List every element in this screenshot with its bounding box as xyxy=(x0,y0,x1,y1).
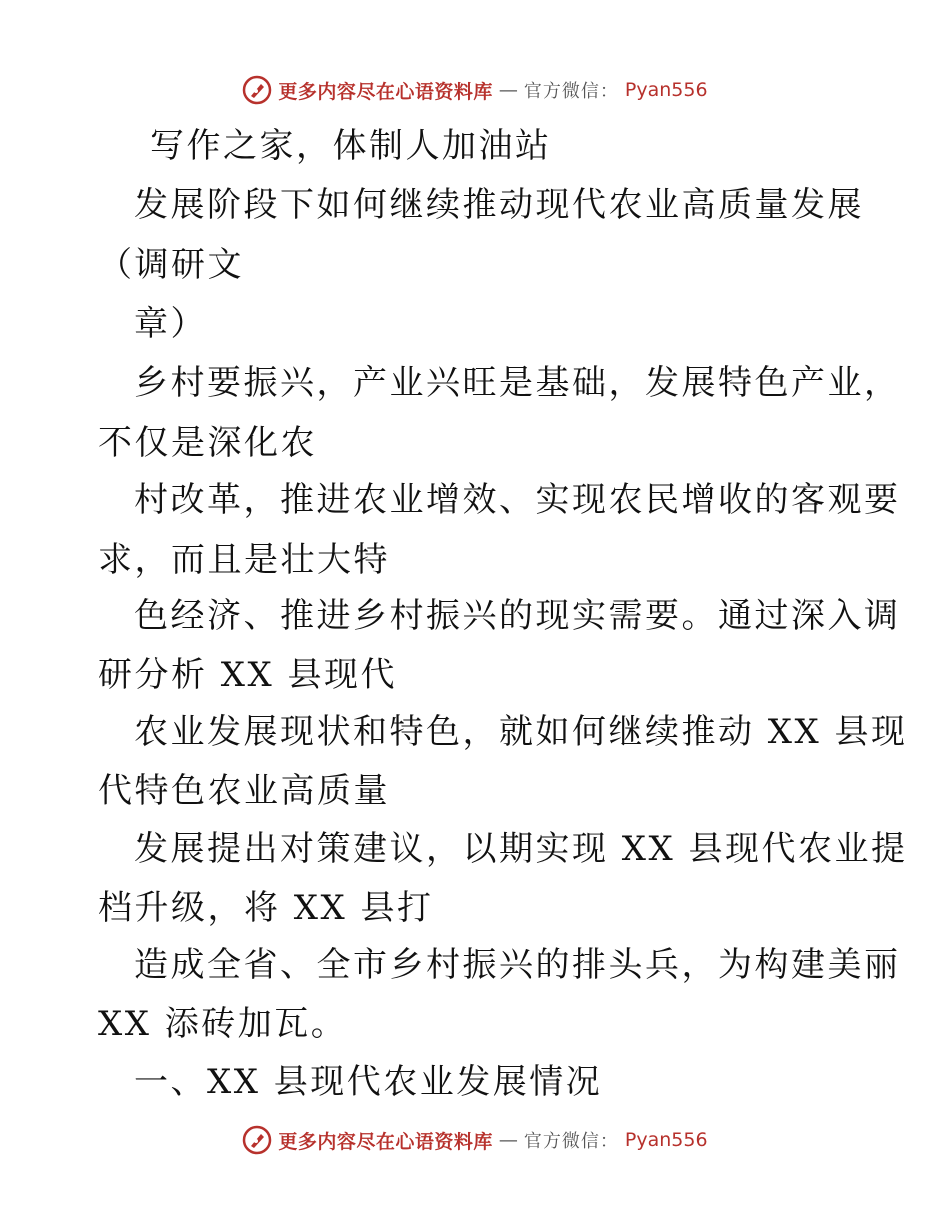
doc-paragraph-line: 不仅是深化农 xyxy=(98,423,317,463)
doc-paragraph-line: 档升级，将 XX 县打 xyxy=(98,888,434,928)
red-circle-pen-logo-icon xyxy=(242,75,272,105)
doc-paragraph-line: 农业发展现状和特色，就如何继续推动 XX 县现 xyxy=(134,712,908,752)
banner-wechat-label: 官方微信： xyxy=(523,1131,619,1152)
doc-paragraph-line: 造成全省、全市乡村振兴的排头兵，为构建美丽 xyxy=(134,945,901,985)
header-banner xyxy=(0,72,950,108)
footer-banner xyxy=(0,1122,950,1158)
banner-separator: — xyxy=(498,1129,518,1151)
doc-title-line-3: 章） xyxy=(134,304,207,344)
doc-paragraph-line: 村改革，推进农业增效、实现农民增收的客观要 xyxy=(134,480,901,520)
doc-paragraph-line: 发展提出对策建议，以期实现 XX 县现代农业提 xyxy=(134,829,908,869)
doc-title-line-1: 发展阶段下如何继续推动现代农业高质量发展 xyxy=(134,185,864,225)
doc-title-line-2: （调研文 xyxy=(98,245,244,285)
red-circle-pen-logo-icon xyxy=(242,1125,272,1155)
doc-tagline: 写作之家，体制人加油站 xyxy=(150,126,552,166)
doc-paragraph-line: 色经济、推进乡村振兴的现实需要。通过深入调 xyxy=(134,596,901,636)
banner-wechat-id: Pyan556 xyxy=(624,1129,708,1151)
doc-paragraph-line: 代特色农业高质量 xyxy=(98,771,390,811)
banner-main-text: 更多内容尽在心语资料库 xyxy=(278,1130,493,1153)
banner-separator: — xyxy=(498,79,518,101)
doc-paragraph-line: 研分析 XX 县现代 xyxy=(98,655,398,695)
doc-paragraph-line: 乡村要振兴，产业兴旺是基础，发展特色产业， xyxy=(134,363,901,403)
doc-paragraph-line: 求，而且是壮大特 xyxy=(98,540,390,580)
banner-main-text: 更多内容尽在心语资料库 xyxy=(278,80,493,103)
banner-wechat-label: 官方微信： xyxy=(523,81,619,102)
banner-wechat-id: Pyan556 xyxy=(624,79,708,101)
doc-paragraph-line: XX 添砖加瓦。 xyxy=(98,1004,348,1044)
doc-section-heading: 一、XX 县现代农业发展情况 xyxy=(134,1062,603,1102)
